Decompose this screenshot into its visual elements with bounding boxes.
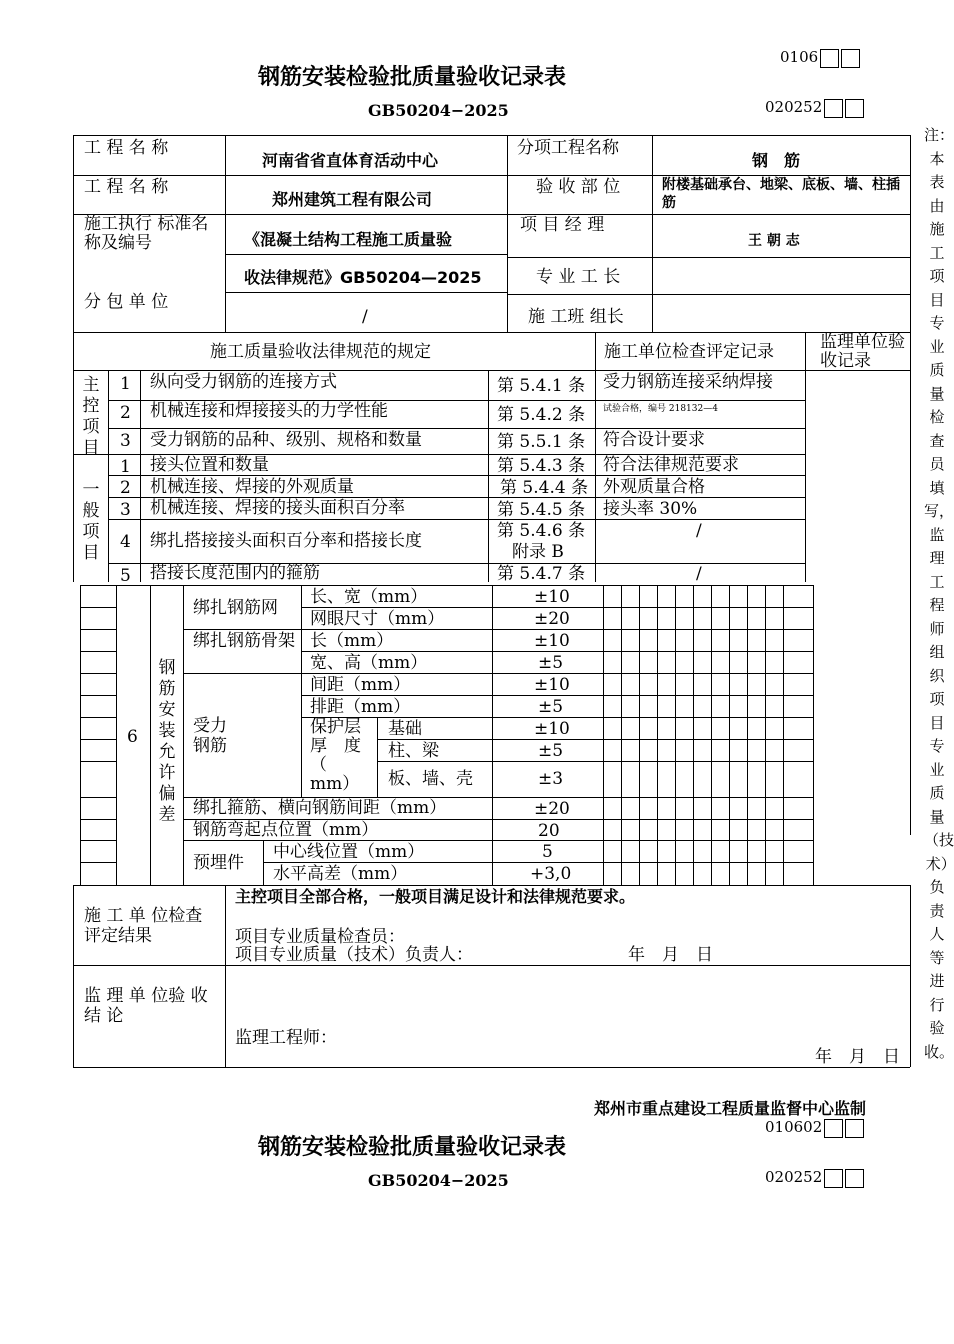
rules-header: 施工质量验收法律规范的规定 [210, 342, 431, 362]
result-statement: 主控项目全部合格，一般项目满足设计和法律规范要求。 [235, 887, 636, 906]
row-record: / [696, 564, 702, 584]
row-clause: 第 5.4.5 条 [497, 500, 586, 520]
supervision-label: 监 理 单 位验 收 结 论 [84, 986, 208, 1026]
tolerance-item: 网眼尺寸（mm） [310, 609, 445, 629]
group-main: 受力钢筋 [193, 716, 227, 756]
tolerance-value: ±5 [538, 653, 564, 673]
row-clause: 第 5.5.1 条 [497, 432, 586, 452]
contractor-label: 工 程 名 称 [84, 177, 169, 197]
group-mesh: 绑扎钢筋网 [193, 598, 278, 618]
contractor-value: 郑州建筑工程有限公司 [272, 190, 433, 209]
tolerance-item: 板、墙、壳 [388, 769, 473, 789]
sub-project-label: 分项工程名称 [517, 138, 619, 158]
cover-label: 保护层厚 度（ mm） [310, 717, 361, 794]
row-no: 3 [120, 431, 131, 451]
subcontract-value: / [362, 307, 368, 327]
row-record: 符合法律规范要求 [603, 455, 739, 475]
project-name-value: 河南省省直体育活动中心 [262, 151, 439, 170]
group-frame: 绑扎钢筋骨架 [193, 631, 295, 651]
row-item: 搭接长度范围内的箍筋 [150, 563, 320, 583]
row-no: 5 [120, 566, 131, 586]
pm-value: 王 朝 志 [748, 233, 800, 249]
row-item: 机械连接、焊接的接头面积百分率 [150, 498, 405, 518]
row-clause: 第 5.4.7 条 [497, 564, 586, 584]
tolerance-value: ±20 [534, 609, 570, 629]
form-code-2: 020252 [765, 98, 864, 118]
group-embed: 预埋件 [193, 853, 244, 873]
code-box[interactable] [845, 1119, 864, 1138]
row-clause: 第 5.4.3 条 [497, 456, 586, 476]
row-item: 机械连接、焊接的外观质量 [150, 477, 354, 497]
row-item: 绑扎搭接接头面积百分率和搭接长度 [150, 531, 422, 551]
check-header: 施工单位检查评定记录 [604, 342, 774, 362]
pm-label: 项 目 经 理 [520, 215, 605, 235]
tolerance-no: 6 [127, 727, 138, 747]
engineer-label: 监理工程师： [235, 1028, 337, 1048]
tolerance-item: 柱、梁 [388, 741, 439, 761]
row-clause: 第 5.4.4 条 [500, 478, 589, 498]
form-title-2: 钢筋安装检验批质量验收记录表 [258, 1135, 567, 1160]
part-label: 验 收 部 位 [536, 177, 621, 197]
tolerance-value: 5 [542, 842, 553, 862]
tolerance-value: +3,0 [530, 864, 572, 884]
row-record: 接头率 30% [603, 499, 698, 519]
row-item: 机械连接和焊接接头的力学性能 [150, 401, 388, 421]
supervision-header: 监理单位验收记录 [820, 332, 905, 371]
code-box[interactable] [841, 49, 860, 68]
code-box[interactable] [824, 1119, 843, 1138]
main-items-label: 主控项目 [82, 375, 100, 458]
result-label: 施 工 单 位检查评定结果 [84, 906, 203, 946]
tolerance-item: 长、宽（mm） [310, 587, 428, 607]
row-item: 接头位置和数量 [150, 455, 269, 475]
result-date: 年 月 日 [628, 945, 713, 965]
row-no: 2 [120, 403, 131, 423]
tolerance-value: ±10 [534, 719, 570, 739]
tolerance-item: 钢筋弯起点位置（mm） [193, 820, 379, 840]
tolerance-value: ±3 [538, 769, 564, 789]
standard-value-2: 收法律规范》GB50204—2025 [244, 268, 482, 287]
code-box[interactable] [824, 1169, 843, 1188]
form-title: 钢筋安装检验批质量验收记录表 [258, 65, 567, 90]
row-no: 4 [120, 532, 131, 552]
standard-label: 施工执行 标准名称及编号 [84, 214, 209, 253]
foreman-label: 专 业 工 长 [536, 267, 621, 287]
row-record: 受力钢筋连接采纳焊接 [603, 372, 773, 392]
row-item: 纵向受力钢筋的连接方式 [150, 372, 337, 392]
form-code-1: 0106 [780, 48, 860, 68]
row-clause-2: 附录 B [512, 542, 564, 562]
team-leader-label: 施 工班 组长 [528, 307, 624, 327]
row-record: 试验合格，编号 218132—4 [603, 404, 718, 414]
chief-label: 项目专业质量（技术）负责人： [235, 945, 473, 965]
tolerance-value: ±20 [534, 799, 570, 819]
tolerance-value: ±5 [538, 741, 564, 761]
tolerance-item: 水平高差（mm） [273, 864, 408, 884]
form-code-3: 010602 [765, 1118, 864, 1138]
tolerance-value: ±10 [534, 675, 570, 695]
sub-project-value: 钢 筋 [752, 151, 801, 170]
row-record: 外观质量合格 [603, 477, 705, 497]
tolerance-item: 基础 [388, 719, 422, 739]
row-no: 3 [120, 500, 131, 520]
supervision-date: 年 月 日 [815, 1047, 900, 1067]
tolerance-item: 间距（mm） [310, 675, 411, 695]
issuer: 郑州市重点建设工程质量监督中心监制 [594, 1099, 867, 1118]
code-box[interactable] [845, 99, 864, 118]
project-name-label: 工 程 名 称 [84, 138, 169, 158]
row-clause: 第 5.4.1 条 [497, 376, 586, 396]
row-clause: 第 5.4.2 条 [497, 405, 586, 425]
row-item: 受力钢筋的品种、级别、规格和数量 [150, 430, 422, 450]
form-code-4: 020252 [765, 1168, 864, 1188]
tolerance-value: ±10 [534, 631, 570, 651]
code-box[interactable] [824, 99, 843, 118]
tolerance-item: 中心线位置（mm） [273, 842, 425, 862]
row-no: 1 [120, 457, 131, 477]
row-clause: 第 5.4.6 条 [497, 521, 586, 541]
code-box[interactable] [845, 1169, 864, 1188]
subcontract-label: 分 包 单 位 [84, 292, 169, 312]
tolerance-item: 绑扎箍筋、横向钢筋间距（mm） [193, 798, 447, 818]
standard-value-1: 《混凝土结构工程施工质量验 [244, 230, 453, 249]
row-no: 2 [120, 478, 131, 498]
code-box[interactable] [820, 49, 839, 68]
tolerance-value: ±10 [534, 587, 570, 607]
side-note: 注：本表由施工项目专业质量检查员填写，监理工程师组织项目专业质量（技术）负责人等进行验收。 [924, 126, 954, 1061]
inspector-label: 项目专业质量检查员： [235, 927, 405, 947]
part-value: 附楼基础承台、地梁、底板、墙、柱插筋 [662, 177, 900, 211]
standard-code: GB50204−2025 [368, 101, 509, 120]
tolerance-value: 20 [538, 821, 560, 841]
tolerance-value: ±5 [538, 697, 564, 717]
tolerance-item: 排距（mm） [310, 697, 411, 717]
standard-code-2: GB50204−2025 [368, 1171, 509, 1190]
row-record: / [696, 521, 702, 541]
tolerance-item: 宽、高（mm） [310, 653, 428, 673]
tolerance-label: 钢筋安装允许偏差 [158, 658, 176, 825]
tolerance-item: 长（mm） [310, 631, 394, 651]
general-items-label: 一般项目 [82, 480, 100, 563]
row-record: 符合设计要求 [603, 430, 705, 450]
row-no: 1 [120, 374, 131, 394]
